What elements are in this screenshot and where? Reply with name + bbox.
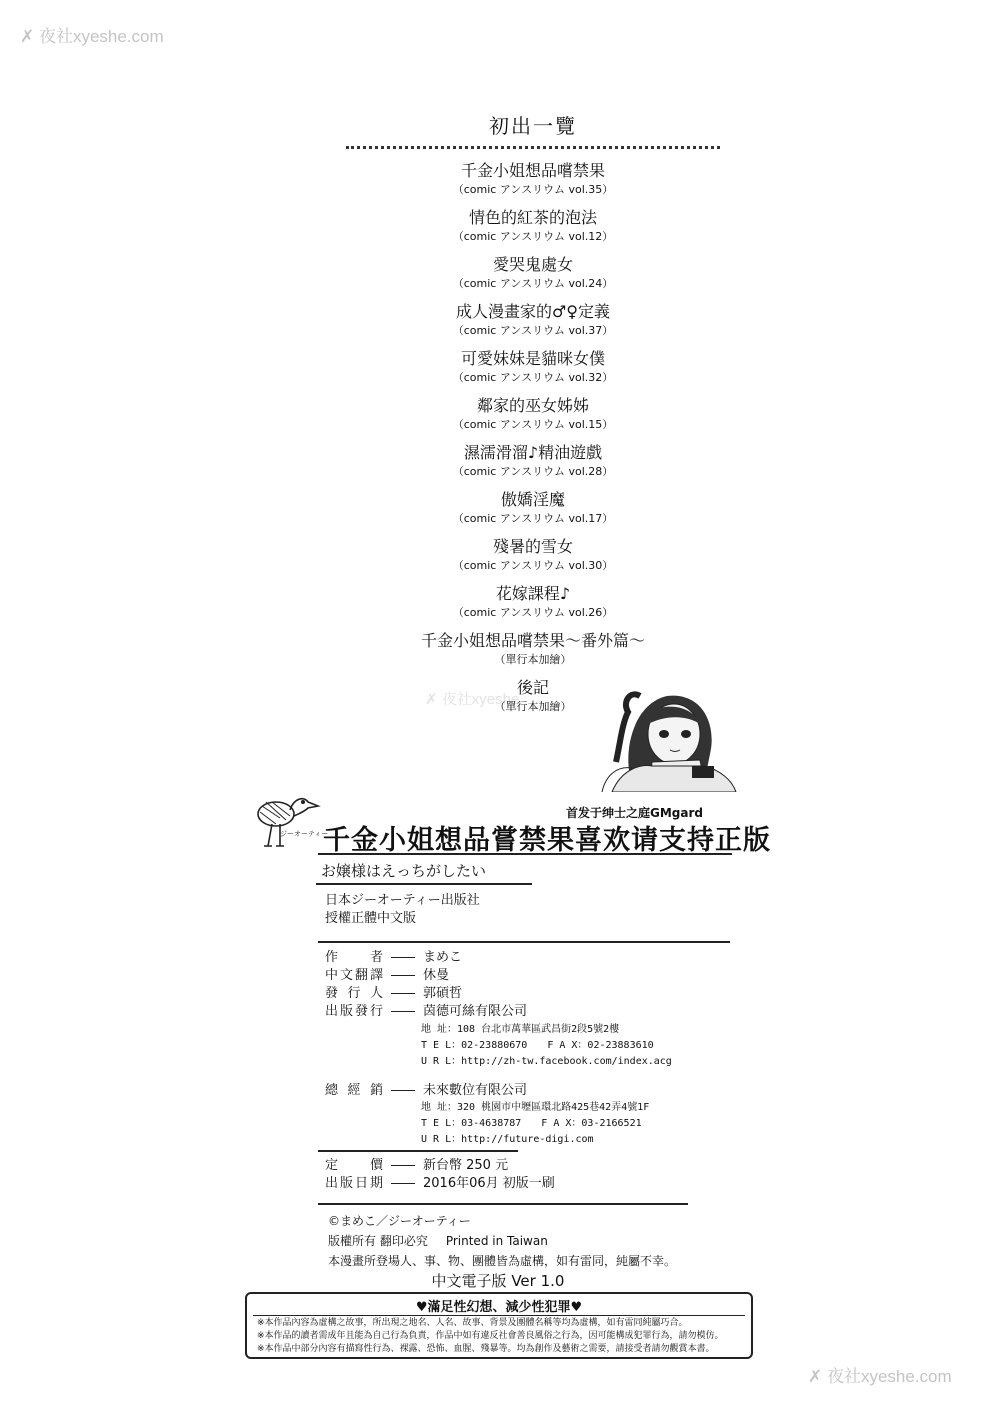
publisher-contact (421, 1022, 672, 1070)
notice-lines (257, 1317, 724, 1356)
date-value: 2016年06月 初版一刷 (423, 1176, 555, 1191)
toc-entry-title: 千金小姐想品嚐禁果 (460, 161, 605, 180)
watermark-top: ✗ 夜社xyeshe.com (20, 27, 164, 46)
toc-entry (0, 395, 1000, 442)
staff-value: 休曼 (423, 968, 450, 983)
toc-entry-title: 情色的紅茶的泡法 (468, 208, 597, 227)
bird-logo-icon (250, 790, 322, 850)
toc-entry-source: （comic アンスリウム vol.35） (452, 183, 614, 196)
publisher-block (325, 892, 480, 928)
upload-credit: 首发于绅士之庭GMgard (566, 806, 703, 820)
toc-header: 初出一覽 (489, 114, 577, 138)
toc-entry (0, 348, 1000, 395)
toc-entry-source: （單行本加繪） (494, 700, 572, 713)
fiction-disclaimer: 本漫畫所登場人、事、物、團體皆為虛構，如有雷同，純屬不幸。 (328, 1254, 677, 1268)
toc-entry-source: （comic アンスリウム vol.12） (452, 230, 614, 243)
toc-entry-title: 傲嬌淫魔 (500, 490, 565, 509)
staff-list (325, 949, 527, 1021)
section-divider (318, 941, 730, 943)
notice-line: ※本作品中部分內容有描寫性行為、裸露、恐怖、血腥、殘暴等。均為創作及藝術之需要，請接受者請勿觀賞本書。 (257, 1344, 715, 1354)
toc-entry-source: （comic アンスリウム vol.24） (452, 277, 614, 290)
printed-text: Printed in Taiwan (445, 1234, 548, 1248)
distributor-label: 總經銷 (325, 1083, 383, 1098)
section-divider (318, 1203, 688, 1205)
toc-entry (0, 677, 1000, 724)
staff-row (325, 1003, 527, 1021)
staff-value: 茵德可絲有限公司 (423, 1004, 528, 1019)
toc-entry-source: （comic アンスリウム vol.30） (452, 559, 614, 572)
staff-row (325, 949, 527, 967)
license-line: 授權正體中文版 (325, 911, 417, 926)
watermark-bottom: ✗ 夜社xyeshe.com (808, 1367, 952, 1386)
staff-label: 中文翻譯 (325, 968, 383, 983)
staff-label: 出版發行 (325, 1004, 383, 1019)
address-line: 地 址：108 台北市萬華區武昌街2段5號2樓 (421, 1024, 620, 1035)
distributor-contact (421, 1100, 649, 1148)
url-line: U R L：http://zh-tw.facebook.com/index.acg (421, 1056, 672, 1067)
price-date-block (325, 1157, 555, 1193)
staff-value: 郭碩哲 (423, 986, 463, 1001)
tel-fax-line: T E L：02-23880670 F A X：02-23883610 (421, 1040, 654, 1051)
toc-entry (0, 160, 1000, 207)
address-line: 地 址：320 桃園市中壢區環北路425巷42弄4號1F (421, 1102, 650, 1113)
toc-entry (0, 489, 1000, 536)
toc-entry (0, 207, 1000, 254)
dash-line (391, 975, 415, 976)
tel-fax-line: T E L：03-4638787 F A X：03-2166521 (421, 1118, 642, 1129)
date-label: 出版日期 (325, 1176, 383, 1191)
toc-divider (346, 146, 720, 149)
dash-line (391, 1165, 415, 1166)
toc-entry-source: （comic アンスリウム vol.28） (452, 465, 614, 478)
toc-entry-title: 花嫁課程♪ (495, 584, 571, 603)
notice-line: ※本作品的讀者需成年且能為自己行為負責，作品中如有違反社會善良風俗之行為，因可能構成犯罪行為，請勿模仿。 (257, 1331, 724, 1341)
logo-label: ジーオーティー (280, 830, 329, 838)
staff-row (325, 985, 527, 1003)
distributor-row (325, 1082, 527, 1100)
toc-entry-title: 成人漫畫家的♂♀定義 (455, 302, 611, 321)
price-label: 定 價 (325, 1158, 383, 1173)
notice-line: ※本作品內容為虛構之故事，所出現之地名、人名、故事、背景及團體名稱等均為虛構，如有雷同純屬巧合。 (257, 1318, 688, 1328)
toc-entry (0, 583, 1000, 630)
dash-line (391, 957, 415, 958)
price-row (325, 1157, 555, 1175)
dash-line (391, 1183, 415, 1184)
staff-label: 發行人 (325, 986, 383, 1001)
notice-box (245, 1292, 753, 1359)
dash-line (391, 1090, 415, 1091)
toc-entry-source: （comic アンスリウム vol.17） (452, 512, 614, 525)
rights-line (328, 1231, 676, 1251)
staff-label: 作 者 (325, 950, 383, 965)
toc-entry-source: （comic アンスリウム vol.26） (452, 606, 614, 619)
toc-entry (0, 442, 1000, 489)
notice-title: ♥滿足性幻想、減少性犯罪♥ (415, 1300, 583, 1315)
url-line: U R L：http://future-digi.com (421, 1134, 594, 1145)
toc-list (0, 160, 1000, 724)
watermark-ghost: ✗ 夜社xyeshe (425, 691, 520, 708)
toc-entry-source: （comic アンスリウム vol.15） (452, 418, 614, 431)
toc-entry-title: 殘暑的雪女 (492, 537, 573, 556)
toc-entry (0, 630, 1000, 677)
ebook-version: 中文電子版 Ver 1.0 (431, 1272, 565, 1290)
toc-entry (0, 254, 1000, 301)
toc-entry-title: 愛哭鬼處女 (492, 255, 573, 274)
toc-entry (0, 301, 1000, 348)
copyright-block (328, 1211, 676, 1271)
toc-entry-source: （comic アンスリウム vol.37） (452, 324, 614, 337)
girl-illustration (592, 684, 742, 792)
toc-entry-title: 濕濡滑溜♪精油遊戲 (463, 443, 603, 462)
dash-line (391, 1011, 415, 1012)
toc-entry-title: 鄰家的巫女姊姊 (476, 396, 589, 415)
toc-entry-title: 千金小姐想品嚐禁果～番外篇～ (420, 631, 645, 650)
toc-entry-source: （comic アンスリウム vol.32） (452, 371, 614, 384)
section-divider (318, 1150, 518, 1152)
price-value: 新台幣 250 元 (423, 1158, 509, 1173)
distributor-value: 未來數位有限公司 (423, 1083, 528, 1098)
title-divider (318, 853, 732, 855)
subtitle-divider (316, 883, 532, 885)
publisher-line: 日本ジーオーティー出版社 (325, 893, 480, 908)
toc-entry-source: （單行本加繪） (494, 653, 572, 666)
toc-entry-title: 可愛妹妹是貓咪女僕 (460, 349, 605, 368)
toc-entry (0, 536, 1000, 583)
staff-value: まめこ (423, 950, 463, 965)
notice-divider (253, 1315, 745, 1316)
original-title: お嬢様はえっちがしたい (321, 862, 487, 880)
date-row (325, 1175, 555, 1193)
dash-line (391, 993, 415, 994)
toc-entry-title: 後記 (516, 678, 549, 697)
rights-text: 版權所有 翻印必究 (328, 1234, 428, 1248)
staff-row (325, 967, 527, 985)
book-title: 千金小姐想品嘗禁果喜欢请支持正版 (323, 825, 771, 856)
copyright-line: ©まめこ／ジーオーティー (328, 1214, 471, 1228)
